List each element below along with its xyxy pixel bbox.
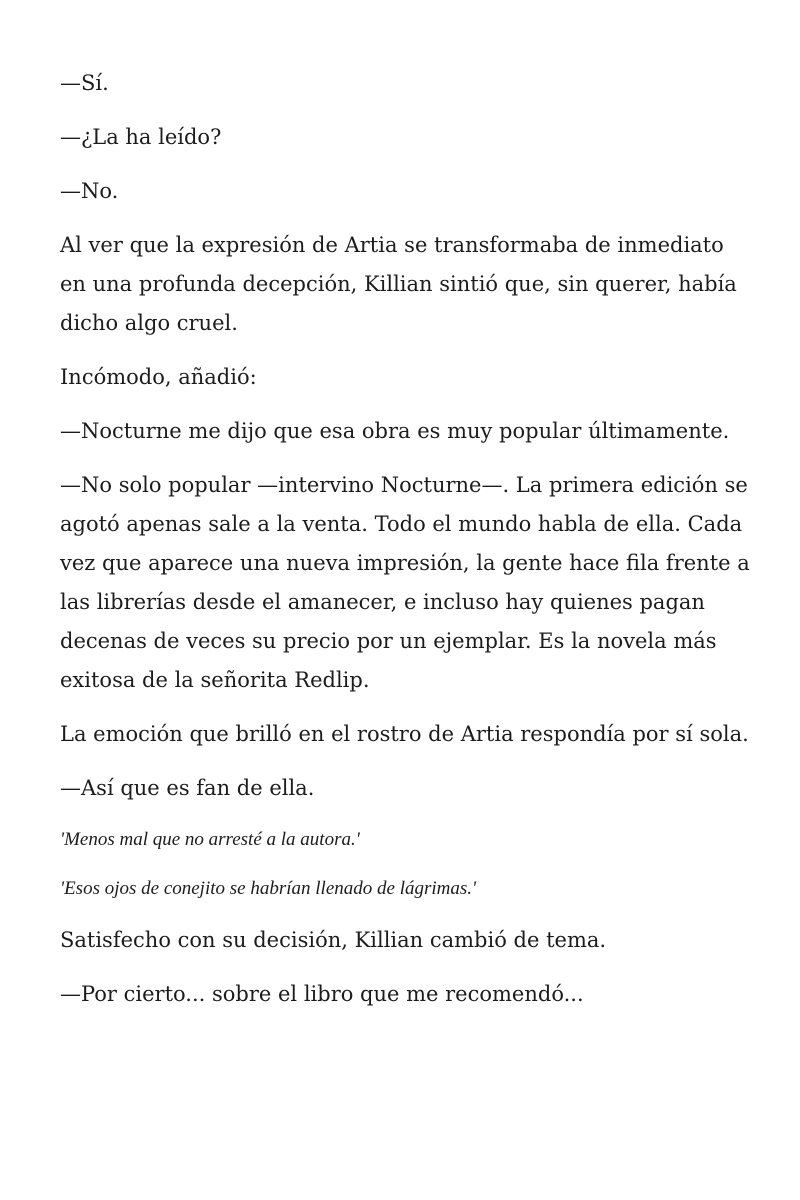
dialogue-line: —¿La ha leído? <box>60 125 222 149</box>
inner-thought: 'Menos mal que no arresté a la autora.' <box>60 829 360 850</box>
narration-paragraph: Al ver que la expresión de Artia se transformaba de inmediato en una profunda decepción, Killian sintió que, sin querer, había dicho algo cruel. <box>60 233 737 335</box>
narration-paragraph: Incómodo, añadió: <box>60 365 257 389</box>
dialogue-line: —Nocturne me dijo que esa obra es muy popular últimamente. <box>60 419 730 443</box>
narration-paragraph: La emoción que brilló en el rostro de Artia respondía por sí sola. <box>60 722 749 746</box>
inner-thought: 'Esos ojos de conejito se habrían llenado de lágrimas.' <box>60 878 477 899</box>
dialogue-line: —No solo popular —intervino Nocturne—. La primera edición se agotó apenas sale a la venta. Todo el mundo habla de ella. Cada vez que aparece una nueva impresión, la gente hace fila frente a las librerías desde el amanecer, e incluso hay quienes pagan decenas de veces su precio por un ejemplar. Es la novela más exitosa de la señorita Redlip. <box>60 473 750 692</box>
dialogue-line: —Sí. <box>60 71 109 95</box>
dialogue-line: —Por cierto... sobre el libro que me recomendó... <box>60 982 584 1006</box>
narration-paragraph: Satisfecho con su decisión, Killian cambió de tema. <box>60 928 607 952</box>
dialogue-line: —Así que es fan de ella. <box>60 776 315 800</box>
reading-page <box>60 64 750 1029</box>
dialogue-line: —No. <box>60 179 119 203</box>
